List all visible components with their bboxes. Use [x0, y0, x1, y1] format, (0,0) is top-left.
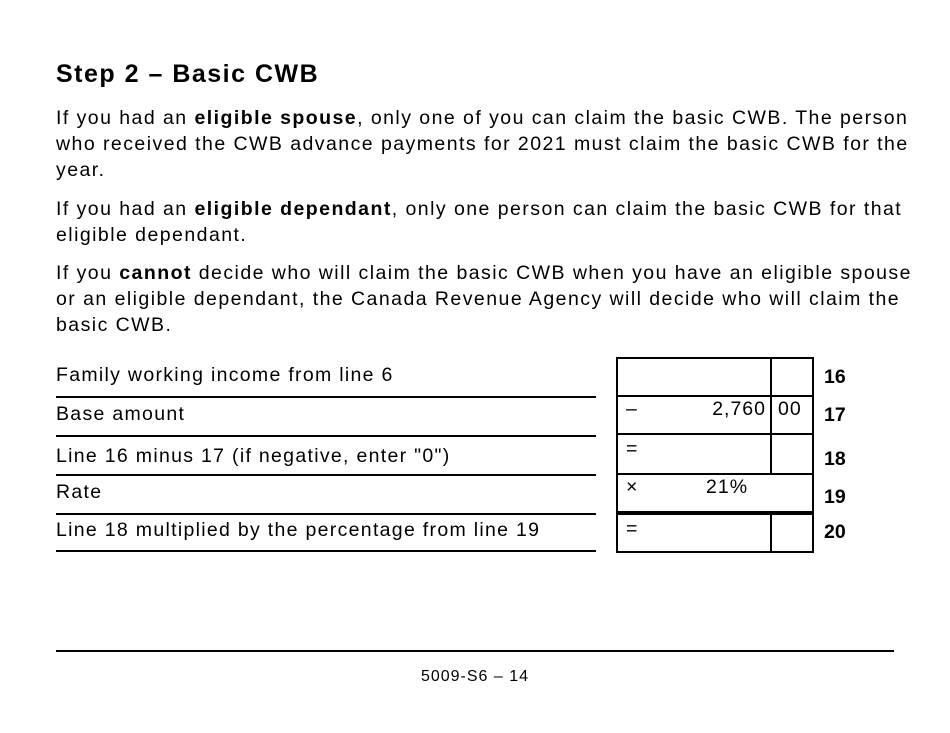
paragraph-cannot-decide [56, 260, 916, 338]
footer-rule [56, 650, 894, 652]
line-19-label-text: Rate [56, 481, 103, 503]
p3-bold-term: cannot [119, 262, 192, 284]
equals-operator: = [626, 518, 639, 540]
line-19-label [56, 481, 596, 515]
section-heading: Step 2 – Basic CWB [56, 60, 320, 88]
cents-divider [770, 393, 772, 435]
line-18-amount-field[interactable] [616, 435, 814, 475]
p1-bold-term: eligible spouse [194, 107, 358, 129]
base-amount-cents: 00 [778, 398, 802, 420]
line-20-label-text: Line 18 multiplied by the percentage from line 19 [56, 519, 541, 541]
equals-operator: = [626, 438, 639, 460]
rate-percentage: 21% [706, 476, 749, 498]
line-17-label [56, 403, 596, 437]
p3-text-start: If you [56, 262, 120, 284]
p1-text-start: If you had an [56, 107, 195, 129]
line-number-19: 19 [824, 486, 846, 508]
line-18-label-text: Line 16 minus 17 (if negative, enter "0") [56, 445, 451, 467]
line-17-label-text: Base amount [56, 403, 186, 425]
page-footer: 5009-S6 – 14 [420, 668, 530, 685]
p2-text-end: , only one person can claim the basic CWB for that eligible dependant. [56, 198, 903, 246]
line-20-amount-field[interactable] [616, 513, 814, 553]
cents-divider [770, 433, 772, 475]
line-16-label [56, 364, 596, 398]
minus-operator: – [626, 398, 638, 420]
times-operator: × [626, 476, 639, 498]
cents-divider [770, 357, 772, 397]
line-16-amount-field[interactable] [616, 357, 814, 397]
line-number-20: 20 [824, 521, 846, 543]
p2-text-start: If you had an [56, 198, 195, 220]
line-16-label-text: Family working income from line 6 [56, 364, 394, 386]
line-number-18: 18 [824, 448, 846, 470]
line-18-label [56, 445, 596, 476]
p3-text-end: decide who will claim the basic CWB when you have an eligible spouse or an eligible dependant, the Canada Revenue Agency will decide who will claim the basic CWB. [56, 262, 912, 336]
line-number-17: 17 [824, 404, 846, 426]
line-20-label [56, 519, 596, 552]
line-17-amount-field [616, 395, 814, 435]
cents-divider [770, 513, 772, 553]
paragraph-eligible-dependant [56, 196, 916, 248]
line-19-rate-field [616, 473, 814, 513]
line-number-16: 16 [824, 366, 846, 388]
p1-text-end: , only one of you can claim the basic CWB. The person who received the CWB advance payments for 2021 must claim the basic CWB for the year. [56, 107, 909, 181]
base-amount-dollars: 2,760 [712, 398, 766, 420]
p2-bold-term: eligible dependant [194, 198, 392, 220]
paragraph-eligible-spouse [56, 105, 916, 183]
